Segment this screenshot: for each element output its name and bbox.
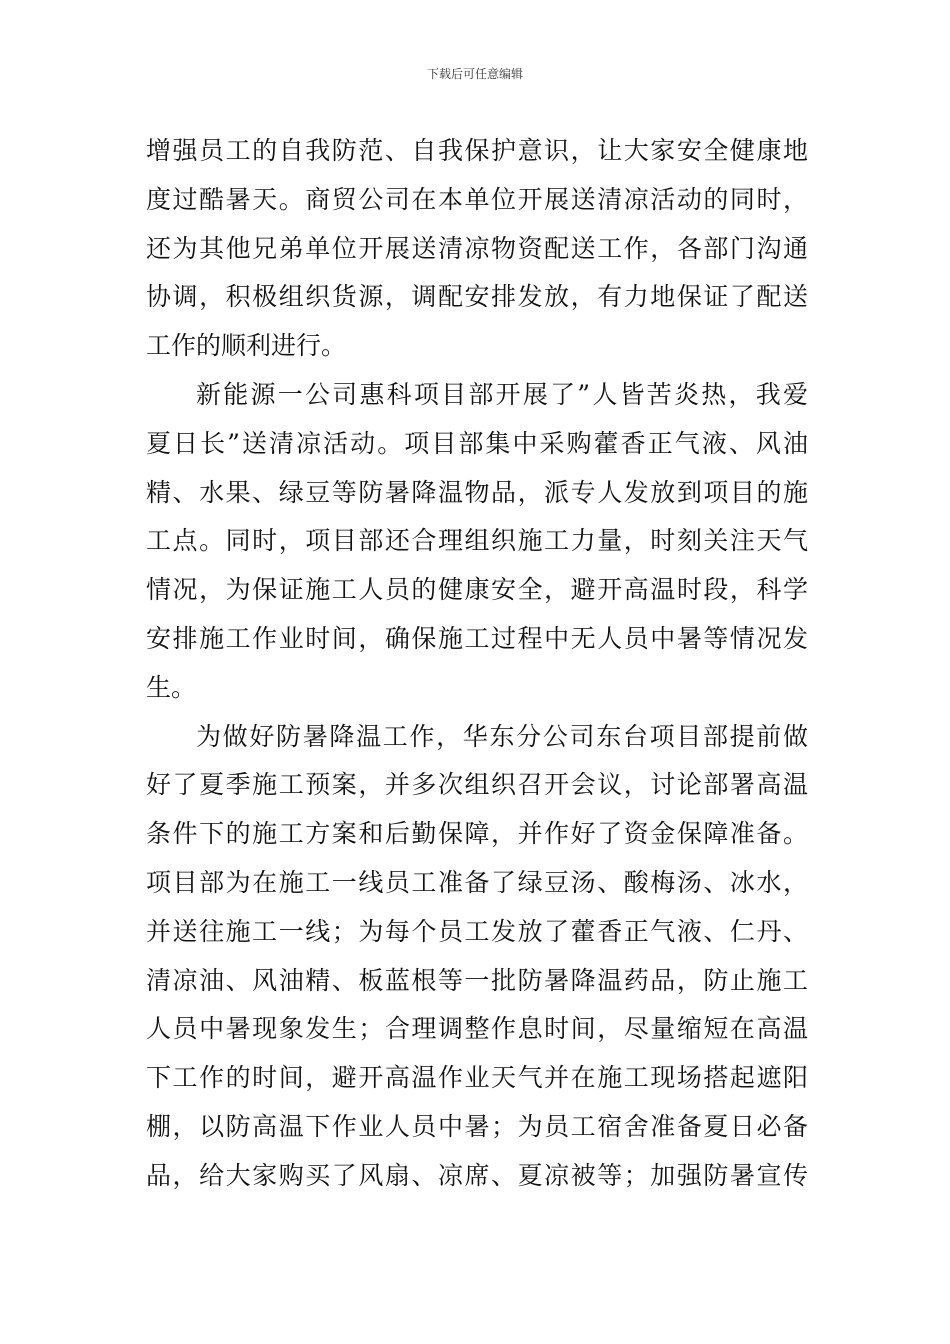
text-line: 度过酷暑天。商贸公司在本单位开展送清凉活动的同时， — [146, 184, 808, 214]
text-line: 清凉油、风油精、板蓝根等一批防暑降温药品，防止施工 — [146, 965, 808, 995]
text-line: 好了夏季施工预案，并多次组织召开会议，讨论部署高温 — [146, 770, 808, 800]
text-line: 新能源一公司惠科项目部开展了”人皆苦炎热，我爱 — [196, 379, 808, 409]
text-line: 并送往施工一线；为每个员工发放了藿香正气液、仁丹、 — [146, 916, 808, 946]
text-line: 人员中暑现象发生；合理调整作息时间，尽量缩短在高温 — [146, 1014, 808, 1044]
text-line: 增强员工的自我防范、自我保护意识，让大家安全健康地 — [146, 136, 808, 165]
paragraph-3 — [146, 713, 808, 1201]
paragraph-1 — [146, 127, 808, 371]
text-line: 下工作的时间，避开高温作业天气并在施工现场搭起遮阳 — [146, 1063, 808, 1093]
text-line: 工点。同时，项目部还合理组织施工力量，时刻关注天气 — [146, 526, 808, 556]
text-line: 项目部为在施工一线员工准备了绿豆汤、酸梅汤、冰水， — [146, 867, 808, 897]
text-line: 品，给大家购买了风扇、凉席、夏凉被等；加强防暑宣传 — [146, 1160, 808, 1190]
text-line: 生。 — [146, 672, 197, 702]
text-line: 条件下的施工方案和后勤保障，并作好了资金保障准备。 — [146, 819, 808, 849]
paragraph-2 — [146, 371, 808, 713]
text-line: 夏日长”送清凉活动。项目部集中采购藿香正气液、风油 — [146, 428, 808, 458]
text-line: 情况，为保证施工人员的健康安全，避开高温时段，科学 — [146, 575, 808, 605]
text-line: 协调，积极组织货源，调配安排发放，有力地保证了配送 — [146, 282, 808, 312]
document-body — [146, 127, 808, 1201]
text-line: 为做好防暑降温工作，华东分公司东台项目部提前做 — [196, 721, 808, 751]
text-line: 工作的顺利进行。 — [146, 331, 347, 361]
text-line: 精、水果、绿豆等防暑降温物品，派专人发放到项目的施 — [146, 477, 808, 507]
text-line: 还为其他兄弟单位开展送清凉物资配送工作，各部门沟通 — [146, 233, 808, 263]
page-header: 下载后可任意编辑 — [426, 67, 523, 81]
text-line: 安排施工作业时间，确保施工过程中无人员中暑等情况发 — [146, 623, 808, 653]
text-line: 棚，以防高温下作业人员中暑；为员工宿舍准备夏日必备 — [146, 1111, 808, 1141]
